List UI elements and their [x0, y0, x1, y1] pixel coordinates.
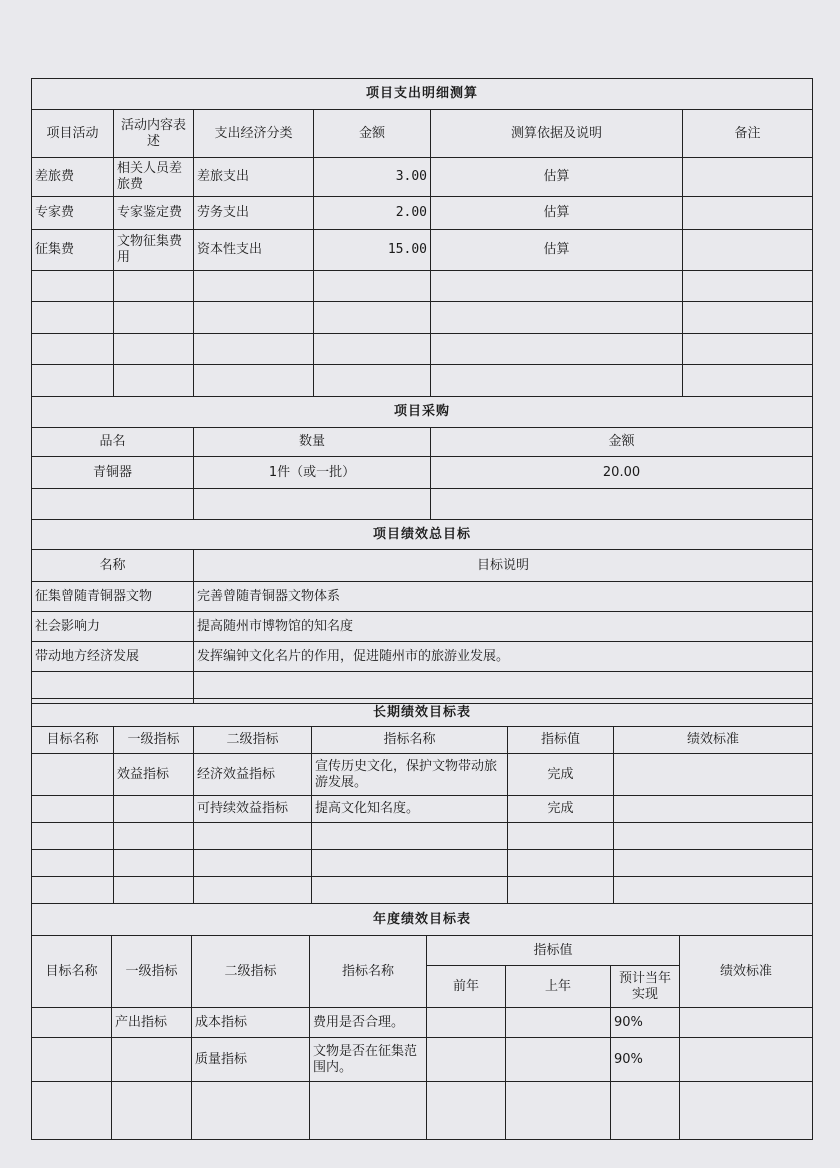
cell-basis: 估算	[431, 230, 683, 271]
cell-amount: 2.00	[314, 197, 431, 230]
cell-econ-class: 差旅支出	[194, 158, 314, 197]
table-row	[32, 457, 813, 489]
empty-row	[32, 271, 813, 302]
cell-indicator-name: 提高文化知名度。	[312, 796, 508, 823]
header-last-year: 上年	[506, 966, 611, 1008]
header-target-name: 目标名称	[32, 936, 112, 1008]
empty-row	[32, 850, 813, 877]
cell-level1	[114, 796, 194, 823]
cell-indicator-name: 宣传历史文化，保护文物带动旅游发展。	[312, 754, 508, 796]
header-goal-desc: 目标说明	[194, 550, 813, 582]
table-row	[32, 230, 813, 271]
header-level1: 一级指标	[114, 727, 194, 754]
header-amount: 金额	[314, 110, 431, 158]
cell-year-before-last	[427, 1038, 506, 1082]
header-target-name: 目标名称	[32, 727, 114, 754]
cell-remarks	[683, 230, 813, 271]
cell-level2: 质量指标	[192, 1038, 310, 1082]
cell-target-name	[32, 754, 114, 796]
header-level1: 一级指标	[112, 936, 192, 1008]
cell-econ-class: 资本性支出	[194, 230, 314, 271]
cell-goal-name: 带动地方经济发展	[32, 642, 194, 672]
cell-indicator-value: 完成	[508, 754, 614, 796]
cell-expected-this-year: 90%	[611, 1038, 680, 1082]
header-activity: 项目活动	[32, 110, 114, 158]
header-econ-class: 支出经济分类	[194, 110, 314, 158]
cell-activity-desc: 专家鉴定费	[114, 197, 194, 230]
table-row	[32, 1038, 813, 1082]
header-quantity: 数量	[194, 428, 431, 457]
header-remarks: 备注	[683, 110, 813, 158]
cell-standard	[614, 754, 813, 796]
cell-basis: 估算	[431, 197, 683, 230]
cell-standard	[680, 1038, 813, 1082]
expense-detail-table	[31, 78, 813, 704]
cell-level2: 成本指标	[192, 1008, 310, 1038]
expense-detail-title: 项目支出明细测算	[32, 79, 813, 110]
header-purchase-amount: 金额	[431, 428, 813, 457]
header-level2: 二级指标	[194, 727, 312, 754]
purchase-title: 项目采购	[32, 397, 813, 428]
empty-row	[32, 1082, 813, 1140]
header-expected-this-year: 预计当年实现	[611, 966, 680, 1008]
longterm-goal-table	[31, 698, 813, 904]
cell-standard	[680, 1008, 813, 1038]
empty-row	[32, 365, 813, 397]
cell-target-name	[32, 1038, 112, 1082]
cell-level2: 经济效益指标	[194, 754, 312, 796]
cell-activity: 征集费	[32, 230, 114, 271]
header-indicator-value: 指标值	[508, 727, 614, 754]
empty-row	[32, 877, 813, 904]
cell-item-name: 青铜器	[32, 457, 194, 489]
header-goal-name: 名称	[32, 550, 194, 582]
cell-econ-class: 劳务支出	[194, 197, 314, 230]
overall-goal-title: 项目绩效总目标	[32, 520, 813, 550]
cell-standard	[614, 796, 813, 823]
cell-amount: 15.00	[314, 230, 431, 271]
annual-title: 年度绩效目标表	[32, 904, 813, 936]
cell-target-name	[32, 796, 114, 823]
table-row	[32, 754, 813, 796]
cell-goal-desc: 提高随州市博物馆的知名度	[194, 612, 813, 642]
header-activity-desc: 活动内容表述	[114, 110, 194, 158]
cell-year-before-last	[427, 1008, 506, 1038]
table-row	[32, 612, 813, 642]
table-row	[32, 796, 813, 823]
cell-indicator-name: 文物是否在征集范围内。	[310, 1038, 427, 1082]
cell-expected-this-year: 90%	[611, 1008, 680, 1038]
annual-goal-table	[31, 903, 813, 1140]
cell-activity-desc: 文物征集费用	[114, 230, 194, 271]
empty-row	[32, 334, 813, 365]
cell-remarks	[683, 197, 813, 230]
table-row	[32, 197, 813, 230]
cell-quantity: 1件（或一批）	[194, 457, 431, 489]
cell-last-year	[506, 1008, 611, 1038]
cell-level1: 产出指标	[112, 1008, 192, 1038]
table-row	[32, 158, 813, 197]
header-indicator-name: 指标名称	[310, 936, 427, 1008]
table-row	[32, 582, 813, 612]
cell-level1: 效益指标	[114, 754, 194, 796]
cell-goal-desc: 发挥编钟文化名片的作用，促进随州市的旅游业发展。	[194, 642, 813, 672]
cell-goal-name: 征集曾随青铜器文物	[32, 582, 194, 612]
header-level2: 二级指标	[192, 936, 310, 1008]
cell-goal-name: 社会影响力	[32, 612, 194, 642]
cell-activity-desc: 相关人员差旅费	[114, 158, 194, 197]
header-year-before-last: 前年	[427, 966, 506, 1008]
cell-remarks	[683, 158, 813, 197]
cell-activity: 专家费	[32, 197, 114, 230]
longterm-title: 长期绩效目标表	[32, 699, 813, 727]
header-indicator-value: 指标值	[427, 936, 680, 966]
cell-indicator-name: 费用是否合理。	[310, 1008, 427, 1038]
cell-level1	[112, 1038, 192, 1082]
header-basis: 测算依据及说明	[431, 110, 683, 158]
table-row	[32, 1008, 813, 1038]
empty-row	[32, 302, 813, 334]
cell-last-year	[506, 1038, 611, 1082]
cell-purchase-amount: 20.00	[431, 457, 813, 489]
cell-basis: 估算	[431, 158, 683, 197]
table-row	[32, 642, 813, 672]
cell-indicator-value: 完成	[508, 796, 614, 823]
cell-level2: 可持续效益指标	[194, 796, 312, 823]
empty-row	[32, 823, 813, 850]
header-standard: 绩效标准	[680, 936, 813, 1008]
header-indicator-name: 指标名称	[312, 727, 508, 754]
cell-activity: 差旅费	[32, 158, 114, 197]
header-standard: 绩效标准	[614, 727, 813, 754]
header-item-name: 品名	[32, 428, 194, 457]
empty-row	[32, 489, 813, 520]
cell-target-name	[32, 1008, 112, 1038]
cell-goal-desc: 完善曾随青铜器文物体系	[194, 582, 813, 612]
cell-amount: 3.00	[314, 158, 431, 197]
